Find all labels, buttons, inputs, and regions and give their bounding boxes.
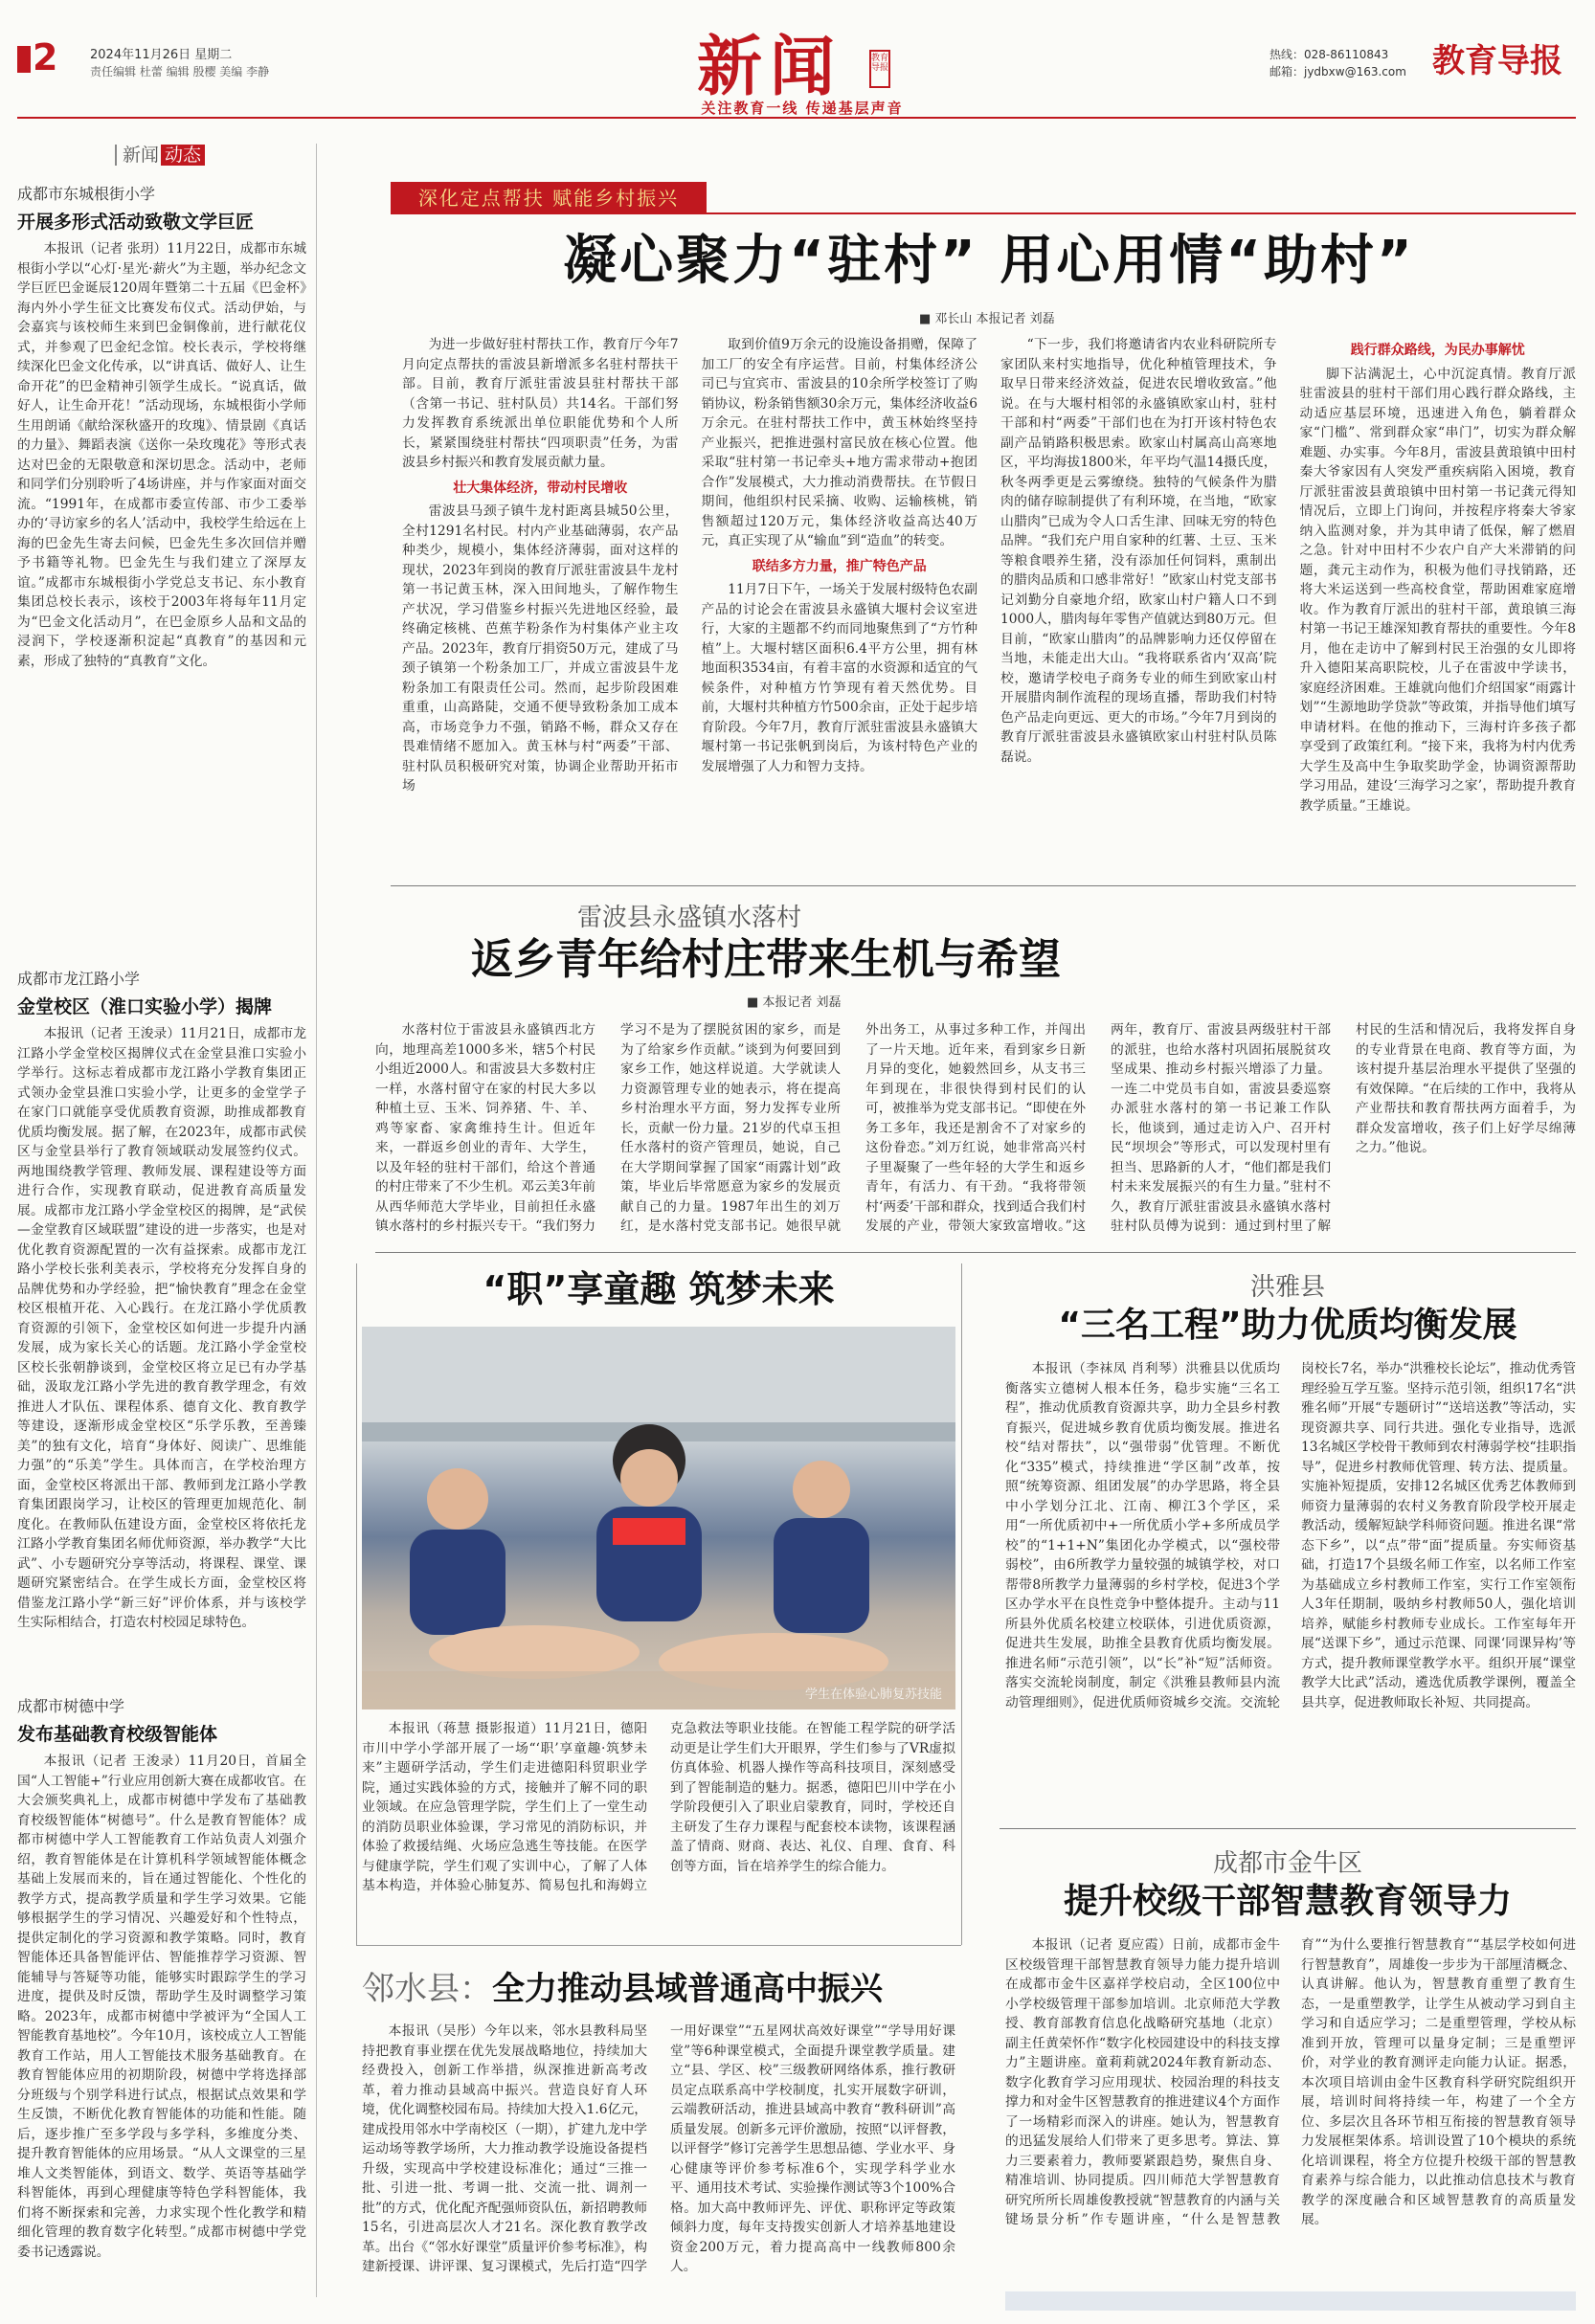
- column-label: [115, 142, 230, 168]
- left-story-1-title: 开展多形式活动致敬文学巨匠: [17, 212, 255, 233]
- article4-title: 全力推动县域普通高中振兴: [492, 1970, 883, 2008]
- article2-body: 水落村位于雷波县永盛镇西北方向，地理高差1000多米，辖5个村民小组近2000人。和雷波县大多数村庄一样，水落村留守在家的村民大多以种植土豆、玉米、饲养猪、牛、羊、鸡等家畜、家禽维持生计。但近年来，一群返乡创业的青年、大学生，以及年轻的驻村干部们，给这个普通的村庄带来了不少生机。邓云美3年前从西华师范大学毕业，目前担任永盛镇水落村的乡村振兴专干。“我们努力学习不是为了摆脱贫困的家乡，而是为了给家乡作贡献。”谈到为何要回到家乡工作，她这样说道。大学就读人力资源管理专业的她表示，将在提高乡村治理水平方面，努力发挥专业所长，贡献一份力量。21岁的代卓玉担任水落村的资产管理员，她说，自己在大学期间掌握了国家“雨露计划”政策，毕业后毕常愿意为家乡的发展贡献自己的力量。1987年出生的刘万红，是水落村党支部书记。她很早就外出务工，从事过多种工作，并闯出了一片天地。近年来，看到家乡日新月异的变化，她毅然回乡，从支书三年到现在，非很快得到村民们的认可，被推举为党支部书记。“即使在外务工多年，我还是割舍不了对家乡的这份眷恋。”刘万红说，她非常高兴村子里凝聚了一些年轻的大学生和返乡青年，有活力、有干劲。“我将带领村‘两委’干部和群众，找到适合我们村发展的产业，带领大家致富增收。”这两年，教育厅、雷波县两级驻村干部的派驻，也给水落村巩固拓展脱贫攻坚成果、推动乡村振兴增添了力量。一连二中党员韦自如，雷波县委巡察办派驻水落村的第一书记兼工作队长，他谈到，通过走访入户、召开村民“坝坝会”等形式，可以发现村里有担当、思路新的人才，“他们都是我们村未来发展振兴的有生力量。”驻村不久，教育厅派驻雷波县永盛镇水落村驻村队员傅为说到：通过到村里了解村民的生活和情况后，我将发挥自身的专业背景在电商、教育等方面，为该村提升基层治理水平提供了坚强的有效保障。“在后续的工作中，我将从产业帮扶和教育帮扶两方面着手，为群众发富增收，孩子们上好学尽绵薄之力。”他说。: [375, 1022, 1576, 1234]
- issue-date: 2024年11月26日 星期二: [90, 48, 233, 62]
- feature-subhead-2: 联结多方力量，推广特色产品: [752, 558, 927, 574]
- email: 邮箱：jydbxw@163.com: [1269, 65, 1406, 78]
- column-label-a: 新闻: [115, 145, 159, 166]
- feature-subhead-1: 壮大集体经济，带动村民增收: [453, 480, 628, 496]
- feature-col1-text: 为进一步做好驻村帮扶工作，教育厅今年7月向定点帮扶的雷波县新增派多名驻村帮扶干部。目前，教育厅派驻雷波县驻村帮扶干部（含第一书记、驻村队员）共14名。干部们努力发挥教育系统派出单位职能优势和个人所长，紧紧围绕驻村帮扶“四项职责”任务，为雷波县乡村振兴和教育发展贡献力量。: [402, 337, 679, 470]
- photo-article-body: 本报讯（蒋慧 摄影报道）11月21日，德阳市川中学小学部开展了一场“‘职’享童趣·筑梦未来”主题研学活动，学生们走进德阳科贸职业学院，通过实践体验的方式，接触并了解不同的职业领域。在应急管理学院，学生们上了一堂生动的消防员职业体验课，学习常见的消防标识，并体验了救援结绳、火场应急逃生等技能。在医学与健康学院，学生们观了实训中心，了解了人体基本构造，并体验心肺复苏、简易包扎和海姆立克急救法等职业技能。在智能工程学院的研学活动更是让学生们大开眼界，学生们参与了VR虚拟仿真体验、机器人操作等高科技项目，深刻感受到了智能制造的魅力。据悉，德阳巴川中学在小学阶段便引入了职业启蒙教育，同时，学校还自主研发了生存力课程与配套校本读物，该课程涵盖了情商、财商、表达、礼仪、自理、食育、科创等方面，旨在培养学生的综合能力。: [362, 1721, 955, 1893]
- photo-frame-left: [356, 1263, 357, 1945]
- feature-col2b-text: 11月7日下午，一场关于发展村级特色农副产品的讨论会在雷波县永盛镇大堰村会议室进行，大家的主题都不约而同地聚焦到了“方竹种植”上。大堰村辖区面积6.4平方公里，拥有林地面积3534亩，有着丰富的水资源和适宜的气候条件，对种植方竹笋现有着天然优势。目前，大堰村共种植方竹500余亩，正处于起步培育阶段。今年7月，教育厅派驻雷波县永盛镇大堰村第一书记张帆到岗后，为该村特色产业的发展增强了人力和智力支持。: [701, 582, 977, 774]
- article4-heading: [362, 1966, 955, 2012]
- section-seal: 教育导报: [869, 50, 890, 88]
- feature-title: 凝心聚力“驻村” 用心用情“助村”: [563, 230, 1415, 292]
- article5-body: 本报讯（记者 夏应霞）日前，成都市金牛区校级管理干部智慧教育领导力能力提升培训在成都市金牛区嘉祥学校启动，全区100位中小学校级管理干部参加培训。北京师范大学教授、教育部教育信息化战略研究基地（北京）副主任黄荣怀作“数字化校园建设中的科技支撑力”主题讲座。童莉莉就2024年教育新动态、数字化教育学习应用现状、校园治理的科技支撑力和对金牛区智慧教育的推进建议4个方面作了一场精彩而深入的讲座。她认为，智慧教育的迅猛发展给人们带来了更多思考。算法、算力三要素着力，教师要紧跟趋势，聚焦自身、精准培训、协同提质。四川师范大学智慧教育研究所所长周雄俊教授就“智慧教育的内涵与关键场景分析”作专题讲座，“什么是智慧教育”“为什么要推行智慧教育”“基层学校如何进行智慧教育”，周雄俊一步步为干部厘清概念、认真讲解。他认为，智慧教育重塑了教育生态，一是重塑教学，让学生从被动学习到自主学习和自适应学习；二是重塑管理，学校从标准到开放，管理可以量身定制；三是重塑评价，对学业的教育测评走向能力认证。据悉，本次项目培训由金牛区教育科学研究院组织开展，培训时间将持续一年，构建了一个全方位、多层次且各环节相互衔接的智慧教育领导力发展框架体系。培训设置了10个模块的系统化培训课程，将全方位提升校级干部的智慧教育素养与综合能力，以此推动信息技术与教育教学的深度融合和区域智慧教育的高质量发展。: [1005, 1937, 1576, 2227]
- article3-kicker: 洪雅县: [1249, 1273, 1325, 1302]
- left-story-2-title: 金堂校区（淮口实验小学）揭牌: [17, 996, 273, 1017]
- photo-illustration: [362, 1327, 955, 1709]
- section-title: 新闻: [697, 29, 843, 105]
- left-story-3: [17, 1694, 306, 2307]
- photo-article-title: “职”享童趣 筑梦未来: [483, 1268, 835, 1310]
- photo-frame-right: [961, 1263, 962, 1945]
- feature-bottom-rule: [391, 885, 1576, 886]
- article2-kicker: 雷波县永盛镇水落村: [576, 904, 801, 932]
- left-story-1-body: 本报讯（记者 张玥）11月22日，成都市东城根街小学以“心灯·星光·薪火”为主题，举办纪念文学巨匠巴金诞辰120周年暨第二十五届《巴金杯》海内外小学生征文比赛发布仪式。活动伊始，与会嘉宾与该校师生来到巴金铜像前，进行献花仪式，并参观了巴金纪念馆。校长表示，学校将继续深化巴金文化传承，以“讲真话、做好人、让生命开花”的巴金精神引领学生成长。“说真话，做好人，让生命开花！”活动现场，东城根街小学师生用朗诵《献给深秋盛开的玫瑰》、情景剧《真话的力量》、舞蹈表演《送你一朵玫瑰花》等形式表达对巴金的无限敬意和深切思念。活动中，老师和同学们分别聆听了4场讲座，并与作家面对面交流。“1991年，在成都市委宣传部、市少工委举办的‘寻访家乡的名人’活动中，我校学生给远在上海的巴金先生寄去问候，巴金先生多次回信并赠予书籍等礼物。巴金先生与我们建立了深厚友谊。”成都市东城根街小学党总支书记、东小教育集团总校长表示，该校于2003年将每年11月定为“巴金文化活动月”，在巴金原乡人品和文品的浸润下，学校逐渐积淀起“真教育”的基因和元素，形成了独特的“真教育”文化。: [17, 241, 306, 669]
- photo: [362, 1327, 955, 1709]
- left-story-3-body: 本报讯（记者 王浚录）11月20日，首届全国“人工智能+”行业应用创新大赛在成都收官。在大会颁奖典礼上，成都市树德中学发布了基础教育校级智能体“树德号”。什么是教育智能体？成都市树德中学人工智能教育工作站负责人刘强介绍，教育智能体是在计算机科学领域智能体概念基础上发展而来的，旨在通过智能化、个性化的教学方式，提高教学质量和学生学习效果。它能够根据学生的学习情况、兴趣爱好和个性特点，提供定制化的学习资源和教学策略。同时，教育智能体还具备智能评估、智能推荐学习资源、智能辅导与答疑等功能，能够实时跟踪学生的学习进度，提供及时反馈，帮助学生及时调整学习策略。2023年，成都市树德中学被评为“全国人工智能教育基地校”。今年10月，该校成立人工智能教育工作站，用人工智能技术服务基础教育。在教育智能体应用的初期阶段，树德中学将选择部分班级与个别学科进行试点，根据试点效果和学生反馈，不断优化教育智能体的功能和性能。随后，逐步推广至多学段与多学科，多维度分类、提升教育智能体的应用场景。“从人文课堂的三星堆人文类智能体，到语文、数学、英语等基础学科智能体，再到心理健康等特色学科智能体，我们将不断探索和完善，力求实现个性化教学和精细化管理的教育数字化转型。”成都市树德中学党委书记透露说。: [17, 1754, 306, 2260]
- feature-banner: 深化定点帮扶 赋能乡村振兴: [391, 182, 707, 214]
- feature-byline: ■ 邓长山 本报记者 刘磊: [919, 312, 1055, 326]
- article2-byline: ■ 本报记者 刘磊: [747, 995, 842, 1010]
- article2-title: 返乡青年给村庄带来生机与希望: [471, 935, 1061, 984]
- column-label-b: 动态: [161, 145, 205, 166]
- left-story-1: [17, 182, 306, 948]
- feature-col1b-text: 雷波县马颈子镇牛龙村距离县城50公里，全村1291名村民。村内产业基础薄弱，农产品种类少，规模小，集体经济薄弱，面对这样的现状，2023年到岗的教育厅派驻雷波县牛龙村第一书记黄玉林，深入田间地头，了解作物生产状况，学习借鉴乡村振兴先进地区经验，最终确定核桃、芭蕉芋粉条作为村集体产业主攻产品。2023年，教育厅捐资50万元，建成了马颈子镇第一个粉条加工厂，并成立雷波县牛龙粉条加工有限责任公司。然而，起步阶段困难重重，山高路陡，交通不便导致粉条加工成本高，市场竞争力不强，销路不畅，群众又存在畏难情绪不愿加入。黄玉林与村“两委”干部、驻村队员积极研究对策，协调企业帮助开拓市场: [402, 503, 679, 793]
- left-story-3-kicker: 成都市树德中学: [17, 1697, 125, 1715]
- feature-col-1: [402, 335, 679, 871]
- article3-title: “三名工程”助力优质均衡发展: [1058, 1306, 1517, 1345]
- feature-col2-text: 取到价值9万余元的设施设备捐赠，保障了加工厂的安全有序运营。目前，村集体经济公司已与宜宾市、雷波县的10余所学校签订了购销协议，粉条销售额30余万元，集体经济收益6万余元。在驻村帮扶工作中，黄玉林始终坚持产业振兴，把推进强村富民放在核心位置。他采取“驻村第一书记牵头+地方需求带动+抱团合作”发展模式，大力推动消费帮扶。在节假日期间，他组织村民采摘、收购、运输核桃，销售额超过120万元，集体经济收益高达40万元，真正实现了从“输血”到“造血”的转变。: [701, 337, 977, 548]
- slogan: 关注教育一线 传递基层声音: [701, 100, 904, 117]
- left-col-rule: [316, 144, 317, 2297]
- feature-col3-text: “下一步，我们将邀请省内农业科研院所专家团队来村实地指导，优化种植管理技术，争取早日带来经济效益，促进农民增收致富。”他说。在与大堰村相邻的永盛镇欧家山村，驻村干部和村“两委”干部们也在为打开该村特色农副产品销路积极思索。欧家山村属高山高寒地区，平均海拔1800米，年平均气温14摄氏度，秋冬两季更是云雾缭绕。独特的气候条件为腊肉的储存晾制提供了有利环境，在当地，“欧家山腊肉”已成为令人口舌生津、回味无穷的特色品牌。“我们充户用自家种的红薯、土豆、玉米等粮食喂养生猪，没有添加任何饲料，熏制出的腊肉品质和口感非常好！”欧家山村党支部书记刘勤分自豪地介绍，欧家山村户籍人口不到1000人，腊肉每年零售产值就达到80万元。但目前，“欧家山腊肉”的品牌影响力还仅停留在当地，未能走出大山。“我将联系省内‘双高’院校，邀请学校电子商务专业的师生到欧家山村开展腊肉制作流程的现场直播，帮助我们村特色产品走向更远、更大的市场。”今年7月到岗的教育厅派驻雷波县永盛镇欧家山村驻村队员陈磊说。: [1000, 337, 1277, 765]
- page-number: 2: [33, 42, 58, 75]
- article5-title: 提升校级干部智慧教育领导力: [1063, 1882, 1512, 1921]
- left-story-2: [17, 967, 306, 1675]
- feature-columns: [402, 335, 1576, 871]
- bottom-shade: [1005, 2291, 1576, 2311]
- page-number-box: [17, 42, 63, 75]
- feature-col-2: [702, 335, 978, 871]
- feature-col4-text: 脚下沾满泥土，心中沉淀真情。教育厅派驻雷波县的驻村干部们用心践行群众路线，主动适应基层环境，迅速进入角色，躺着群众家“门槛”、常到群众家“串门”，切实为群众解难题、办实事。今年8月，雷波县黄琅镇中田村秦大爷家因有人突发严重疾病陷入困境，教育厅派驻雷波县黄琅镇中田村第一书记龚元得知情况后，立即上门询问，并按程序将秦大爷家纳入监测对象，并为其申请了低保，解了燃眉之急。针对中田村不少农户自产大米滞销的问题，龚元主动作为，积极为他们寻找销路，还将大米运送到一些高校食堂，帮助困难家庭增收。作为教育厅派出的驻村干部，黄琅镇三海村第一书记王雄深知教育帮扶的重要性。今年8月，他在走访中了解到村民王治强的女儿即将升入德阳某高职院校，儿子在雷波中学读书，家庭经济困难。王雄就向他们介绍国家“雨露计划”“生源地助学贷款”等政策，并指导他们填写申请材料。在他的推动下，三海村许多孩子都享受到了政策红利。“接下来，我将为村内优秀大学生及高中生争取奖助学金，协调资源帮助学习用品，建设‘三海学习之家’，帮助提升教育教学质量。”王雄说。: [1299, 366, 1576, 814]
- hotline: 热线：028-86110843: [1269, 48, 1389, 61]
- article3-bottom-rule: [1000, 1828, 1576, 1829]
- article2-bottom-rule: [375, 1252, 1576, 1253]
- editors: 责任编辑 杜蕾 编辑 殷樱 美编 李静: [90, 65, 270, 78]
- photo-caption: 学生在体验心肺复苏技能: [804, 1687, 942, 1702]
- article4-kicker: 邻水县：: [362, 1970, 492, 2008]
- paper-logo: 教育导报: [1432, 42, 1562, 80]
- article3-body: 本报讯（李袜凤 肖利琴）洪雅县以优质均衡落实立德树人根本任务，稳步实施“三名工程”，推动优质教育资源共享，助力全县乡村教育振兴，促进城乡教育优质均衡发展。推进名校“结对帮扶”，以“强带弱”优管理。不断优化“335”模式，持续推进“学区制”改革，按照“统筹资源、组团发展”的办学思路，将全县中小学划分江北、江南、柳江3个学区，采用“一所优质初中+一所优质小学+多所成员学校”的“1+1+N”集团化办学模式，以“强校带弱校”，由6所教学力量较强的城镇学校，对口帮带8所教学力量薄弱的乡村学校，促进3个学区办学水平在良性竞争中整体提升。主动与11所县外优质名校建立校联体，引进优质资源，促进共生发展，助推全县教育优质均衡发展。推进名师“示范引领”，以“长”补“短”活师资。落实交流轮岗制度，制定《洪雅县教师县内流动管理细则》，促进优质师资城乡交流。交流轮岗校长7名，举办“洪雅校长论坛”，推动优秀管理经验互学互鉴。坚持示范引领，组织17名“洪雅名师”开展“专题研讨”“送培送教”等活动，实现资源共享、同行共进。强化专业指导，选派13名城区学校骨干教师到农村薄弱学校“挂职指导”，促进乡村教师优管理、转方法、提质量。实施补短提质，安排12名城区优秀艺体教师到师资力量薄弱的农村义务教育阶段学校开展走教活动，缓解短缺学科师资问题。推进名课“常态下乡”，以“点”带“面”提质量。夯实师资基础，打造17个县级名师工作室，以名师工作室为基础成立乡村教师工作室，实行工作室领衔人3年任期制，吸纳乡村教师50人，强化培训培养，赋能乡村教师专业成长。工作室每年开展“送课下乡”，通过示范课、同课‘同课异构’等方式，提升教师课堂教学水平。组织开展“课堂教学大比武”活动，遴选优质教学课例，覆盖全县共享，促进教师取长补短、共同提高。: [1005, 1361, 1576, 1710]
- feature-col-3: [1000, 335, 1277, 871]
- feature-banner-rule: [707, 212, 1576, 214]
- left-story-2-body: 本报讯（记者 王浚录）11月21日，成都市龙江路小学金堂校区揭牌仪式在金堂县淮口实验小学举行。这标志着成都市龙江路小学教育集团正式领办金堂县淮口实验小学，让更多的金堂学子在家门口就能享受优质教育资源，助推成都教育优质均衡发展。据了解，在2023年，成都市武侯区与金堂县举行了教育领域联动发展签约仪式。两地围绕教学管理、教师发展、课程建设等方面进行合作，实现教育联动，促进教育高质量发展。成都市龙江路小学金堂校区的揭牌，是“武侯—金堂教育区域联盟”建设的进一步落实，也是对优化教育资源配置的一次有益探索。成都市龙江路小学校长张利美表示，学校将充分发挥自身的品牌优势和办学经验，把“愉快教育”理念在金堂校区根植开花、入心践行。在龙江路小学优质教育资源的引领下，金堂校区如何进一步提升内涵发展，成为家长关心的话题。龙江路小学金堂校区校长张朝静谈到，金堂校区将立足已有办学基础，汲取龙江路小学先进的教育教学理念，有效推进人才队伍、课程体系、德育文化、教育教学等建设，逐渐形成金堂校区“乐学乐教，至善臻美”的独有文化，培育“身体好、阅读广、思维能力强”的“乐美”学生。具体而言，在学校治理方面，金堂校区将派出干部、教师到龙江路小学教育集团跟岗学习，让校区的管理更加规范化、制度化。在教师队伍建设方面，金堂校区将依托龙江路小学教育集团名师优师资源，举办教学“大比武”、小专题研究分享等活动，将课程、课堂、课题研究紧密结合。在学生成长方面，金堂校区将借鉴龙江路小学“新三好”评价体系，并与该校学生实际相结合，打造农村校园足球特色。: [17, 1026, 306, 1630]
- article4-body: 本报讯（吴彤）今年以来，邻水县教科局坚持把教育事业摆在优先发展战略地位，持续加大经费投入，创新工作举措，纵深推进新高考改革，着力推动县域高中振兴。营造良好育人环境，优化调整校园布局。持续加大投入1.6亿元，建成投用邻水中学南校区（一期），扩建九龙中学运动场等教学场所，大力推动教学设施设备提档升级，实现高中学校建设标准化；通过“三推一批、引进一批、考调一批、交流一批、调剂一批”的方式，优化配齐配强师资队伍，新招聘教师15名，引进高层次人才21名。深化教育教学改革。出台《“邻水好课堂”质量评价参考标准》，构建新授课、讲评课、复习课模式，先后打造“四学一用好课堂”“五星网状高效好课堂”“学导用好课堂”等6种课堂模式，全面提升课堂教学质量。建立“县、学区、校”三级教研网络体系，推行教研员定点联系高中学校制度，扎实开展数字研训，云端教研活动，推进县域高中教育“教科研训”高质量发展。创新多元评价激励，按照“以评督教，以评督学”修订完善学生思想品德、学业水平、身心健康等评价参考标准6个，实现学科学业水平、通用技术考试、实验操作测试等3个100%合格。加大高中教师评先、评优、职称评定等政策倾斜力度，每年支持拨实创新人才培养基地建设资金200万元，着力提高高中一线教师800余人。: [362, 2023, 955, 2274]
- page-number-tab: [17, 46, 31, 73]
- left-story-3-title: 发布基础教育校级智能体: [17, 1724, 218, 1745]
- photo-frame-bottom: [356, 1945, 961, 1946]
- feature-subhead-3: 践行群众路线，为民办事解忧: [1350, 343, 1525, 358]
- masthead-rule: [17, 117, 1576, 119]
- left-story-2-kicker: 成都市龙江路小学: [17, 970, 141, 988]
- left-story-1-kicker: 成都市东城根街小学: [17, 185, 156, 203]
- feature-col-4: [1300, 335, 1577, 871]
- article5-kicker: 成都市金牛区: [1212, 1849, 1362, 1878]
